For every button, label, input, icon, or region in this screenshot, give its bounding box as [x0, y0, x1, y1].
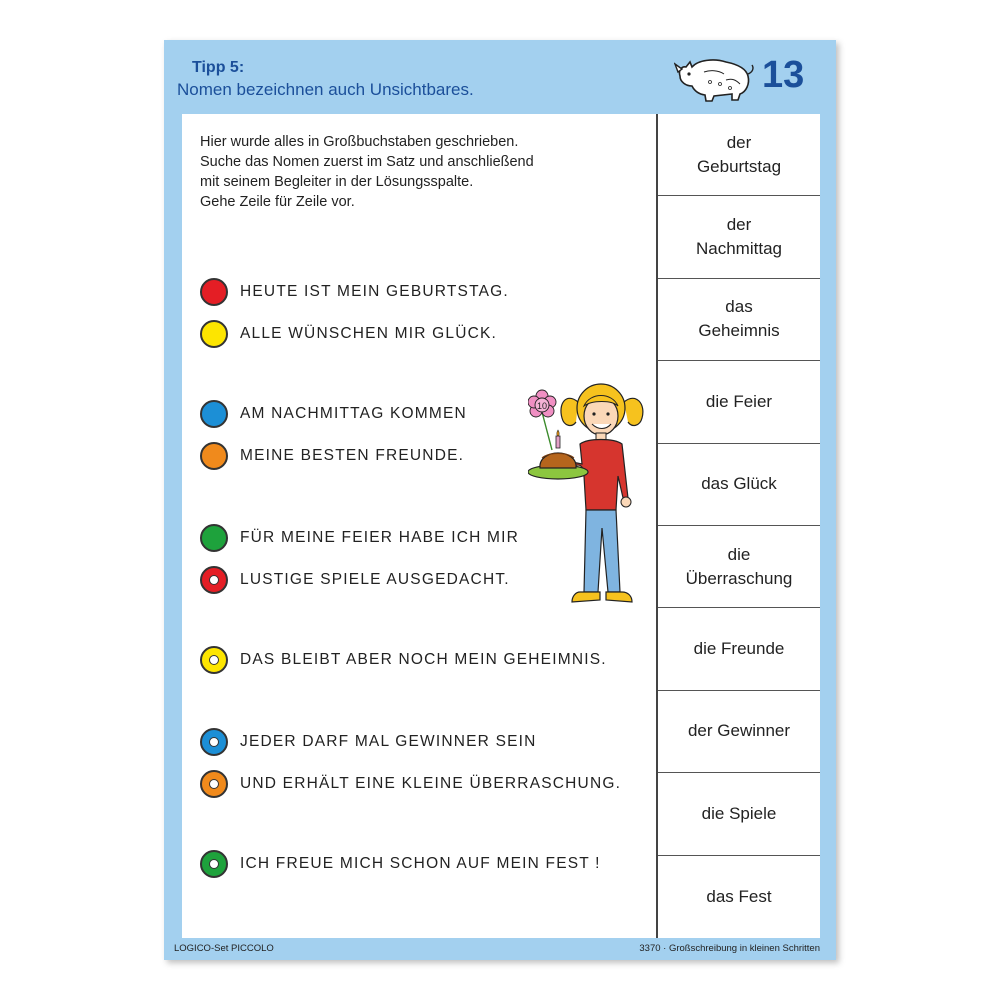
sentence-text: MEINE BESTEN FREUNDE.: [240, 447, 465, 464]
sentence-text: UND ERHÄLT EINE KLEINE ÜBERRASCHUNG.: [240, 775, 622, 792]
sentence-row: [200, 848, 601, 880]
solution-column: [656, 114, 820, 938]
sentence-text: DAS BLEIBT ABER NOCH MEIN GEHEIMNIS.: [240, 651, 607, 668]
sentence-row: [200, 318, 497, 350]
solution-cell: [658, 773, 820, 855]
solution-text: das Glück: [701, 474, 777, 494]
solution-article: der: [726, 132, 752, 152]
exercise-panel: [182, 114, 820, 938]
sentence-text: ALLE WÜNSCHEN MIR GLÜCK.: [240, 325, 498, 342]
instruction-line: Suche das Nomen zuerst im Satz und anschließend: [200, 154, 534, 170]
blue-dot-icon: [200, 400, 228, 428]
footer-product-info: 3370 · Großschreibung in kleinen Schritten: [639, 943, 820, 954]
card-number: 13: [762, 54, 805, 96]
tip-label: Tipp 5:: [192, 59, 245, 76]
solution-article: der: [726, 215, 752, 235]
sentence-row: [200, 522, 519, 554]
yellow-dot-icon: [200, 320, 228, 348]
solution-cell: [658, 114, 820, 196]
solution-noun: Geheimnis: [698, 321, 780, 341]
sentence-row: [200, 726, 537, 758]
solution-text: der Gewinner: [687, 721, 791, 741]
sentence-row: [200, 564, 510, 596]
sentence-row: [200, 644, 607, 676]
solution-cell: [658, 526, 820, 608]
instruction-line: Hier wurde alles in Großbuchstaben geschrieben.: [200, 134, 519, 150]
solution-noun: Geburtstag: [696, 156, 782, 176]
cake-label: 10: [536, 401, 548, 411]
solution-text: die Freunde: [693, 639, 785, 659]
solution-text: die Spiele: [701, 803, 777, 823]
solution-cell: [658, 196, 820, 278]
solution-cell: [658, 856, 820, 938]
sentence-row: [200, 276, 509, 308]
sentence-row: [200, 440, 464, 472]
sentence-row: [200, 398, 467, 430]
instructions: [200, 132, 534, 212]
solution-cell: [658, 691, 820, 773]
solution-cell: [658, 279, 820, 361]
solution-cell: [658, 608, 820, 690]
solution-noun: Nachmittag: [696, 239, 782, 259]
solution-noun: Überraschung: [685, 568, 793, 588]
instruction-line: mit seinem Begleiter in der Lösungsspalte.: [200, 174, 474, 190]
solution-article: die: [727, 544, 751, 564]
solution-cell: [658, 444, 820, 526]
footer-set-name: LOGICO-Set PICCOLO: [174, 943, 274, 954]
girl-with-cake-illustration: [528, 378, 652, 618]
sentence-text: HEUTE IST MEIN GEBURTSTAG.: [240, 283, 509, 300]
red-dot-icon: [200, 278, 228, 306]
red-ring-icon: [200, 566, 228, 594]
instruction-line: Gehe Zeile für Zeile vor.: [200, 194, 355, 210]
solution-text: die Feier: [705, 391, 773, 411]
orange-dot-icon: [200, 442, 228, 470]
sentence-text: ICH FREUE MICH SCHON AUF MEIN FEST !: [240, 855, 601, 872]
solution-article: das: [725, 297, 753, 317]
sentence-row: [200, 768, 621, 800]
solution-text: das Fest: [706, 886, 772, 906]
green-dot-icon: [200, 524, 228, 552]
rhino-icon: [674, 50, 756, 102]
solution-cell: [658, 361, 820, 443]
sentence-text: AM NACHMITTAG KOMMEN: [240, 405, 467, 422]
yellow-ring-icon: [200, 646, 228, 674]
green-ring-icon: [200, 850, 228, 878]
exercise-card: [164, 40, 836, 960]
sentence-text: FÜR MEINE FEIER HABE ICH MIR: [240, 529, 520, 546]
sentence-text: JEDER DARF MAL GEWINNER SEIN: [240, 733, 537, 750]
orange-ring-icon: [200, 770, 228, 798]
tip-text: Nomen bezeichnen auch Unsichtbares.: [177, 80, 474, 99]
sentence-text: LUSTIGE SPIELE AUSGEDACHT.: [240, 571, 510, 588]
blue-ring-icon: [200, 728, 228, 756]
